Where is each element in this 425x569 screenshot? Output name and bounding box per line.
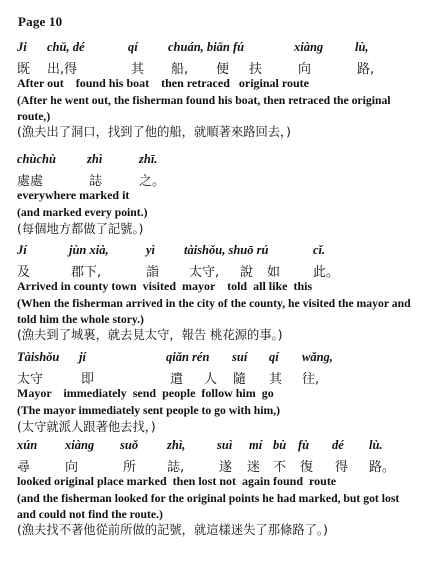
hanzi-word: 所: [123, 460, 137, 475]
pinyin-word: Jí: [17, 243, 27, 257]
hanzi-line: [17, 261, 417, 279]
chinese-translation: (漁夫到了城裏，就去見太守，報告 桃花源的事。): [17, 328, 283, 342]
chinese-translation: (漁夫出了洞口，找到了他的船，就順著來路回去，): [17, 125, 291, 139]
pinyin-word: qiǎn rén: [166, 350, 210, 364]
hanzi-word: 不: [273, 460, 287, 475]
verse-section-5: [17, 438, 417, 539]
hanzi-word: 誌,: [167, 460, 185, 475]
gloss-text: everywhere marked it: [17, 188, 130, 202]
pinyin-line: [17, 40, 417, 58]
gloss-text: After out found his boat then retraced original route: [17, 76, 309, 90]
hanzi-word: 路,: [357, 62, 375, 77]
gloss-line: [17, 76, 417, 93]
gloss-text: Mayor immediately send people follow him go: [17, 386, 274, 400]
pinyin-word: fù: [298, 438, 310, 452]
hanzi-word: 處處: [17, 174, 44, 189]
hanzi-word: 得: [335, 460, 349, 475]
pinyin-word: zhì: [87, 152, 103, 166]
hanzi-line: [17, 456, 417, 474]
pinyin-word: zhī.: [139, 152, 158, 166]
pinyin-word: lù.: [369, 438, 383, 452]
hanzi-word: 路。: [369, 460, 396, 475]
hanzi-word: 之。: [139, 174, 166, 189]
hanzi-word: 其: [131, 62, 145, 77]
pinyin-word: zhì,: [167, 438, 186, 452]
pinyin-line: [17, 438, 417, 456]
verse-section-3: [17, 243, 417, 344]
hanzi-word: 如: [267, 265, 281, 280]
english-translation: (and the fisherman looked for the original points he had marked, but got lost and could not find the route.): [17, 492, 400, 521]
pinyin-word: chùchù: [17, 152, 56, 166]
hanzi-line: [17, 58, 417, 76]
pinyin-word: xiàng: [294, 40, 324, 54]
pinyin-word: xiàng: [65, 438, 95, 452]
gloss-text: Arrived in county town visited mayor told all like this: [17, 279, 313, 293]
hanzi-word: 即: [81, 372, 95, 387]
pinyin-word: chū, dé: [47, 40, 85, 54]
hanzi-word: 郡下,: [71, 265, 102, 280]
pinyin-word: cǐ.: [313, 243, 326, 257]
chinese-translation: (每個地方都做了記號。): [17, 221, 144, 236]
gloss-line: [17, 279, 417, 296]
hanzi-word: 尋: [17, 460, 31, 475]
pinyin-word: mí: [249, 438, 263, 452]
hanzi-word: 復: [300, 460, 314, 475]
pinyin-word: suì: [217, 438, 233, 452]
hanzi-word: 迷: [247, 460, 261, 475]
english-translation: (When the fisherman arrived in the city of the county, he visited the mayor and told him the whole story.): [17, 297, 411, 326]
english-translation: (The mayor immediately sent people to go with him,): [17, 404, 281, 417]
hanzi-word: 向: [65, 460, 79, 475]
pinyin-word: jùn xià,: [69, 243, 109, 257]
hanzi-word: 出,得: [47, 62, 78, 77]
hanzi-word: 此。: [313, 265, 340, 280]
hanzi-word: 太守,: [189, 265, 220, 280]
pinyin-line: [17, 350, 417, 368]
gloss-text: looked original place marked then lost not again found route: [17, 474, 337, 488]
pinyin-word: tàishǒu, shuō rú: [184, 243, 269, 257]
hanzi-word: 隨: [233, 372, 247, 387]
hanzi-word: 既: [17, 62, 31, 77]
pinyin-word: jí: [79, 350, 86, 364]
hanzi-line: [17, 368, 417, 386]
pinyin-word: bù: [273, 438, 287, 452]
gloss-line: [17, 474, 417, 491]
hanzi-word: 太守: [17, 372, 44, 387]
pinyin-word: suí: [232, 350, 248, 364]
pinyin-word: qí: [269, 350, 279, 364]
pinyin-word: chuán, biān fú: [168, 40, 245, 54]
hanzi-line: [17, 170, 417, 188]
pinyin-word: qí: [128, 40, 138, 54]
hanzi-word: 遣: [170, 372, 184, 387]
pinyin-word: lù,: [355, 40, 369, 54]
english-translation: (After he went out, the fisherman found his boat, then retraced the original route,): [17, 94, 391, 123]
english-translation: (and marked every point.): [17, 206, 148, 219]
hanzi-word: 便: [216, 62, 230, 77]
pinyin-word: dé: [332, 438, 344, 452]
hanzi-word: 扶: [249, 62, 263, 77]
hanzi-word: 人: [204, 372, 218, 387]
hanzi-word: 詣: [146, 265, 160, 280]
pinyin-word: xún: [17, 438, 38, 452]
gloss-line: [17, 386, 417, 403]
pinyin-word: suǒ: [120, 438, 139, 452]
hanzi-word: 向: [298, 62, 312, 77]
chinese-translation: (漁夫找不著他從前所做的記號，就這樣迷失了那條路了。): [17, 523, 328, 537]
pinyin-line: [17, 152, 417, 170]
verse-section-4: [17, 350, 417, 436]
hanzi-word: 及: [17, 265, 31, 280]
hanzi-word: 遂: [219, 460, 233, 475]
verse-section-2: [17, 152, 417, 238]
hanzi-word: 說: [240, 265, 254, 280]
page-title: Page 10: [18, 14, 63, 29]
pinyin-line: [17, 243, 417, 261]
pinyin-word: wǎng,: [302, 350, 333, 364]
pinyin-word: Ji: [17, 40, 27, 54]
hanzi-word: 其: [269, 372, 283, 387]
hanzi-word: 誌: [89, 174, 103, 189]
hanzi-word: 船,: [171, 62, 189, 77]
hanzi-word: 往,: [302, 372, 320, 387]
pinyin-word: yì: [146, 243, 156, 257]
gloss-line: [17, 188, 417, 205]
chinese-translation: (太守就派人跟著他去找，): [17, 419, 156, 434]
pinyin-word: Tàishǒu: [17, 350, 60, 364]
verse-section-1: [17, 40, 417, 141]
